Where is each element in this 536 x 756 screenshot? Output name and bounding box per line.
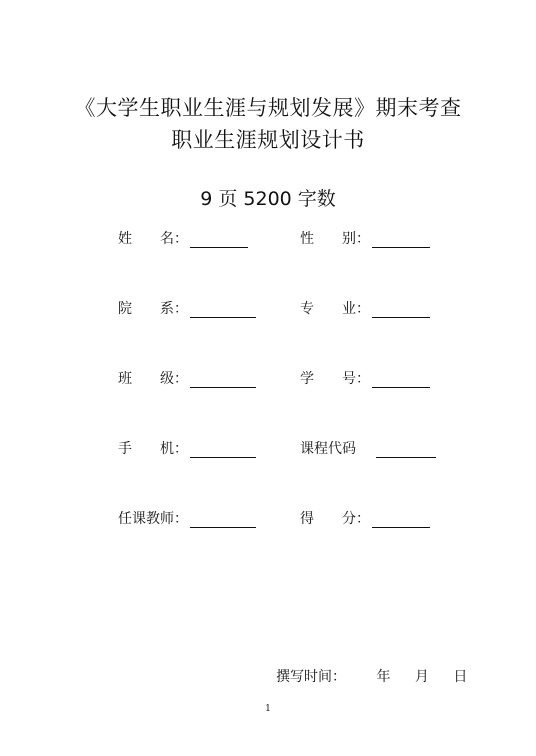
college-blank[interactable]: [190, 302, 256, 318]
name-label: 姓 名：: [118, 231, 188, 247]
title-line-1: 《大学生职业生涯与规划发展》期末考查: [74, 96, 462, 120]
teacher-blank[interactable]: [190, 512, 256, 528]
gender-blank[interactable]: [372, 232, 430, 248]
teacher-field: [118, 510, 256, 528]
course-code-field: [300, 440, 436, 458]
gender-field: [300, 230, 430, 248]
teacher-label: 任课教师：: [118, 511, 188, 527]
major-field: [300, 300, 430, 318]
class-blank[interactable]: [190, 372, 256, 388]
score-field: [300, 510, 430, 528]
subtitle: 9 页 5200 字数: [200, 188, 336, 210]
course-code-label: 课程代码: [300, 441, 356, 457]
major-label: 专 业：: [300, 301, 370, 317]
major-blank[interactable]: [372, 302, 430, 318]
student-id-label: 学 号：: [300, 371, 370, 387]
write-time-label: 撰写时间：: [276, 669, 346, 685]
name-blank[interactable]: [190, 232, 248, 248]
title-line-2: 职业生涯规划设计书: [171, 128, 365, 152]
college-field: [118, 300, 256, 318]
course-code-blank[interactable]: [376, 442, 436, 458]
score-label: 得 分：: [300, 511, 370, 527]
write-time-year: 年: [376, 669, 391, 685]
write-time-month: 月: [414, 669, 429, 685]
college-label: 院 系：: [118, 301, 188, 317]
phone-blank[interactable]: [190, 442, 256, 458]
name-field: [118, 230, 248, 248]
student-id-blank[interactable]: [372, 372, 430, 388]
gender-label: 性 别：: [300, 231, 370, 247]
page-number: 1: [265, 704, 271, 714]
phone-field: [118, 440, 256, 458]
phone-label: 手 机：: [118, 441, 188, 457]
score-blank[interactable]: [372, 512, 430, 528]
write-time-day: 日: [453, 669, 468, 685]
write-time: [276, 666, 467, 686]
class-label: 班 级：: [118, 371, 188, 387]
class-field: [118, 370, 256, 388]
student-id-field: [300, 370, 430, 388]
